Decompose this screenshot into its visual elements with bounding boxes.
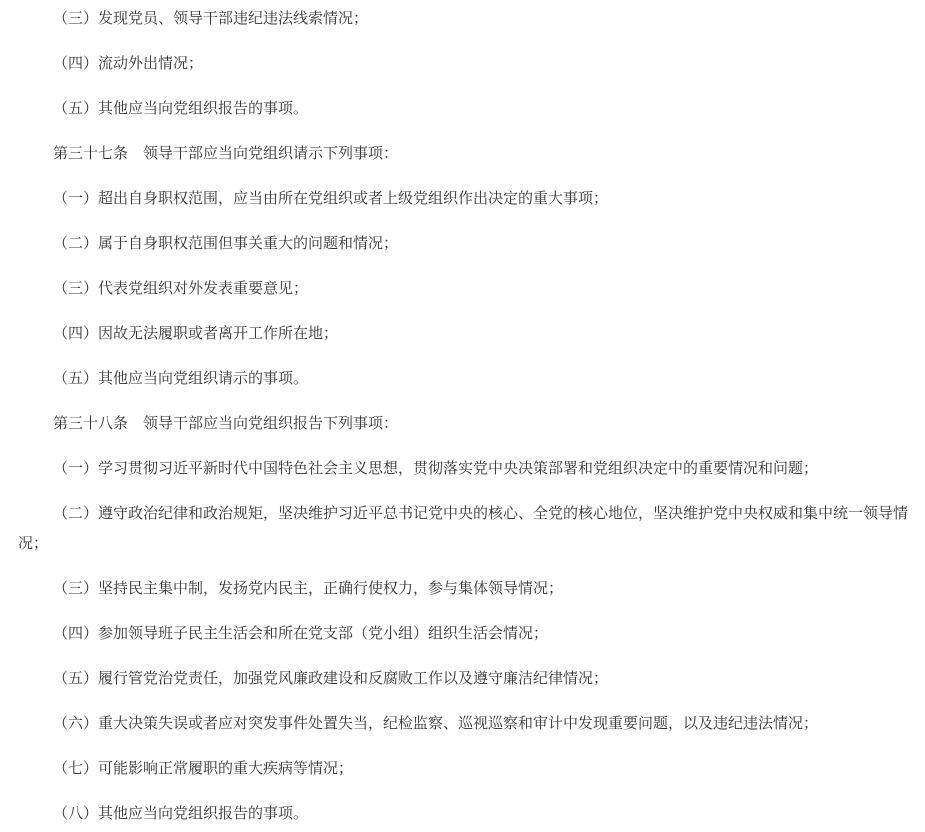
paragraph-other-report: （五）其他应当向党组织报告的事项。 — [53, 99, 309, 117]
paragraph-38-item-3: （三）坚持民主集中制，发扬党内民主，正确行使权力，参与集体领导情况； — [53, 579, 564, 597]
paragraph-37-item-2: （二）属于自身职权范围但事关重大的问题和情况； — [53, 234, 399, 252]
paragraph-37-item-5: （五）其他应当向党组织请示的事项。 — [53, 369, 309, 387]
paragraph-38-item-8: （八）其他应当向党组织报告的事项。 — [53, 804, 309, 822]
article-37-heading: 第三十七条 领导干部应当向党组织请示下列事项： — [53, 144, 399, 162]
article-38-heading: 第三十八条 领导干部应当向党组织报告下列事项： — [53, 414, 399, 432]
paragraph-37-item-1: （一）超出自身职权范围，应当由所在党组织或者上级党组织作出决定的重大事项； — [53, 189, 609, 207]
paragraph-37-item-4: （四）因故无法履职或者离开工作所在地； — [53, 324, 339, 342]
paragraph-37-item-3: （三）代表党组织对外发表重要意见； — [53, 279, 309, 297]
paragraph-38-item-5: （五）履行管党治党责任，加强党风廉政建设和反腐败工作以及遵守廉洁纪律情况； — [53, 669, 609, 687]
paragraph-38-item-4: （四）参加领导班子民主生活会和所在党支部（党小组）组织生活会情况； — [53, 624, 549, 642]
paragraph-outflow: （四）流动外出情况； — [53, 54, 204, 72]
paragraph-38-item-7: （七）可能影响正常履职的重大疾病等情况； — [53, 759, 354, 777]
paragraph-38-item-1: （一）学习贯彻习近平新时代中国特色社会主义思想，贯彻落实党中央决策部署和党组织决定中的重要情况和问题； — [53, 459, 819, 477]
paragraph-clue-report: （三）发现党员、领导干部违纪违法线索情况； — [53, 9, 369, 27]
paragraph-38-item-2: （二）遵守政治纪律和政治规矩，坚决维护习近平总书记党中央的核心、全党的核心地位，坚决维护党中央权威和集中统一领导情况； — [18, 504, 909, 552]
paragraph-38-item-6: （六）重大决策失误或者应对突发事件处置失当，纪检监察、巡视巡察和审计中发现重要问题，以及违纪违法情况； — [53, 714, 819, 732]
